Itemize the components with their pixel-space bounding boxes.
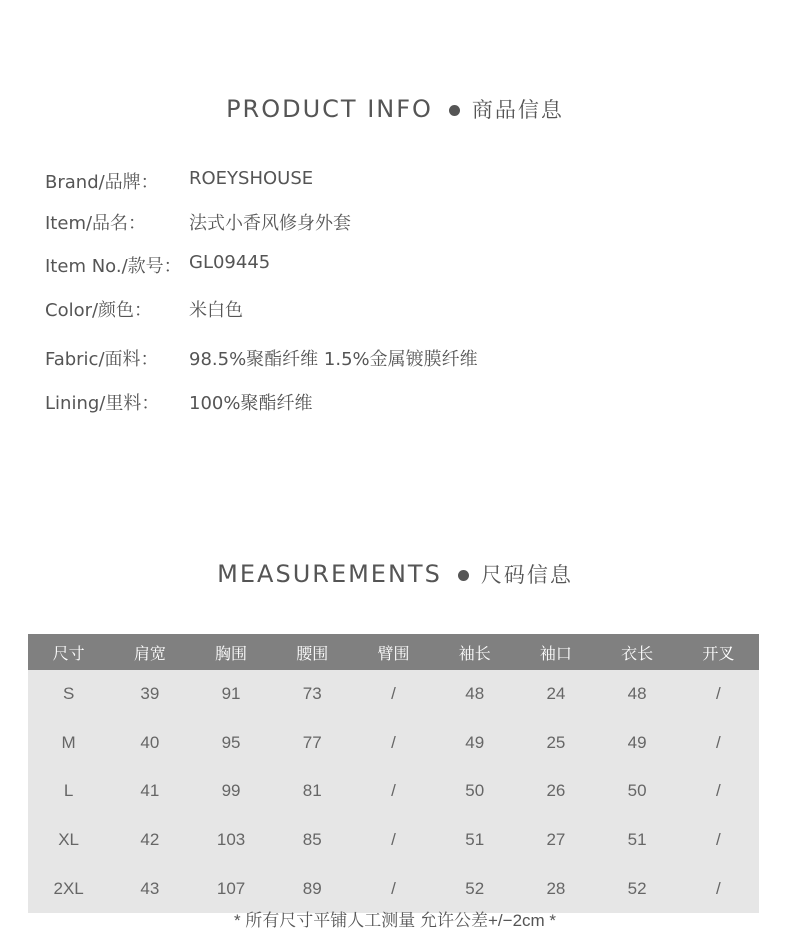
table-cell: 28 (515, 864, 596, 913)
column-header: 袖长 (434, 634, 515, 670)
table-cell: 51 (597, 816, 678, 865)
table-cell: 40 (109, 719, 190, 768)
table-cell: / (678, 670, 759, 719)
table-header-row (28, 634, 759, 670)
info-label: Item/品名： (45, 213, 147, 234)
column-header: 臂围 (353, 634, 434, 670)
info-label: Brand/品牌： (45, 172, 159, 193)
table-cell: 73 (272, 670, 353, 719)
bullet-dot-icon (449, 105, 460, 116)
table-cell: 39 (109, 670, 190, 719)
table-cell: 50 (597, 767, 678, 816)
table-cell: / (678, 864, 759, 913)
table-cell: M (28, 719, 109, 768)
info-value: 米白色 (189, 300, 243, 321)
table-cell: 24 (515, 670, 596, 719)
table-cell: 99 (190, 767, 271, 816)
info-label: Lining/里料： (45, 393, 160, 414)
column-header: 开叉 (678, 634, 759, 670)
column-header: 腰围 (272, 634, 353, 670)
table-cell: / (353, 767, 434, 816)
table-cell: 85 (272, 816, 353, 865)
table-row (28, 670, 759, 719)
column-header: 胸围 (190, 634, 271, 670)
column-header: 尺寸 (28, 634, 109, 670)
info-label: Color/颜色： (45, 300, 153, 321)
bullet-dot-icon (458, 570, 469, 581)
table-cell: 26 (515, 767, 596, 816)
table-row (28, 816, 759, 865)
table-cell: 2XL (28, 864, 109, 913)
table-cell: 49 (597, 719, 678, 768)
table-cell: S (28, 670, 109, 719)
table-cell: 41 (109, 767, 190, 816)
info-label: Item No./款号： (45, 256, 182, 277)
table-cell: / (353, 816, 434, 865)
measurements-title-zh: 尺码信息 (480, 563, 573, 587)
table-cell: / (678, 719, 759, 768)
table-cell: 27 (515, 816, 596, 865)
table-cell: / (353, 670, 434, 719)
table-cell: 91 (190, 670, 271, 719)
table-cell: 51 (434, 816, 515, 865)
product-info-title (0, 94, 790, 124)
table-cell: / (353, 719, 434, 768)
table-cell: 77 (272, 719, 353, 768)
table-cell: 48 (597, 670, 678, 719)
table-cell: 107 (190, 864, 271, 913)
table-cell: 103 (190, 816, 271, 865)
info-value: GL09445 (189, 252, 271, 273)
table-cell: / (678, 816, 759, 865)
table-cell: 50 (434, 767, 515, 816)
measurements-title (0, 559, 790, 589)
info-value: ROEYSHOUSE (189, 168, 314, 189)
info-label: Fabric/面料： (45, 349, 159, 370)
table-cell: 52 (597, 864, 678, 913)
table-cell: 48 (434, 670, 515, 719)
info-value: 98.5%聚酯纤维 1.5%金属镀膜纤维 (189, 349, 478, 370)
table-cell: XL (28, 816, 109, 865)
table-cell: 49 (434, 719, 515, 768)
size-table (28, 634, 759, 913)
table-cell: / (678, 767, 759, 816)
table-cell: 95 (190, 719, 271, 768)
info-value: 法式小香风修身外套 (189, 213, 351, 234)
table-cell: 25 (515, 719, 596, 768)
table-cell: L (28, 767, 109, 816)
table-row (28, 767, 759, 816)
table-cell: 81 (272, 767, 353, 816)
table-row (28, 719, 759, 768)
column-header: 衣长 (597, 634, 678, 670)
table-cell: / (353, 864, 434, 913)
table-cell: 52 (434, 864, 515, 913)
measurement-note: * 所有尺寸平铺人工测量 允许公差+/−2cm * (233, 911, 557, 930)
info-value: 100%聚酯纤维 (189, 393, 313, 414)
column-header: 肩宽 (109, 634, 190, 670)
product-info-title-en: PRODUCT INFO (226, 95, 433, 123)
measurements-title-en: MEASUREMENTS (217, 560, 442, 588)
column-header: 袖口 (515, 634, 596, 670)
table-cell: 43 (109, 864, 190, 913)
table-cell: 42 (109, 816, 190, 865)
table-cell: 89 (272, 864, 353, 913)
product-info-title-zh: 商品信息 (471, 98, 564, 122)
